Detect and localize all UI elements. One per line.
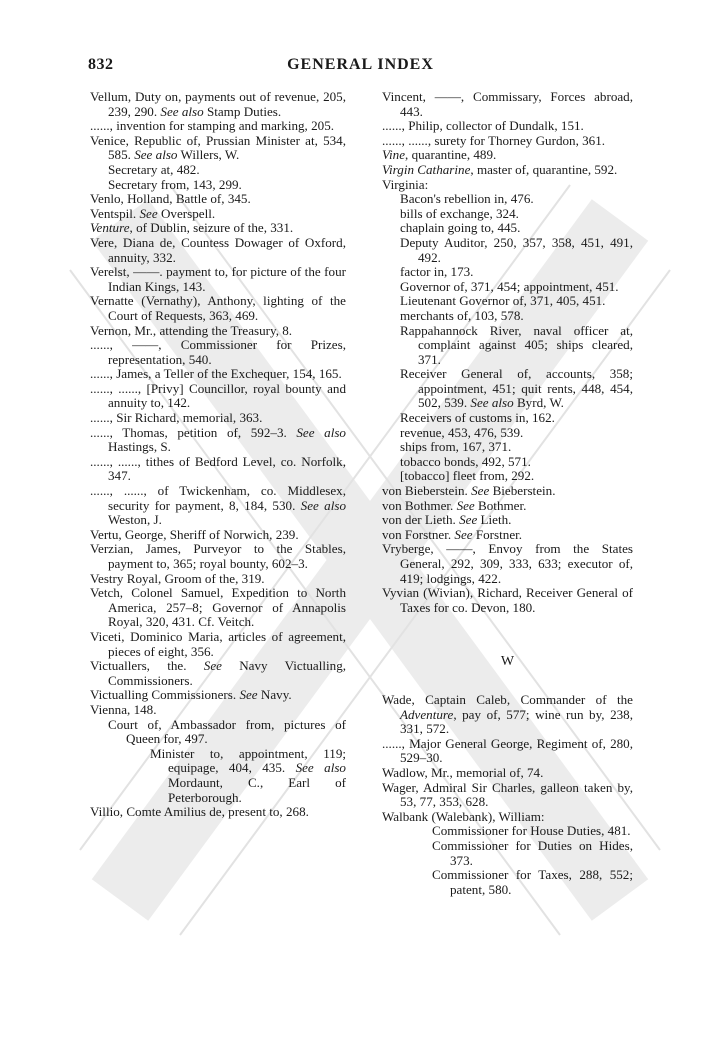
entry-text: , of Dublin, seizure of the, 331. bbox=[129, 220, 294, 236]
entry-text: Vellum, Duty on, payments out of revenue, 205, 239, 290. bbox=[90, 89, 346, 119]
index-entry bbox=[400, 455, 633, 470]
entry-text: merchants of, 103, 578. bbox=[400, 307, 524, 323]
entry-text: Venice, Republic of, Prussian Minister at, 534, 585. bbox=[90, 132, 346, 163]
entry-text: factor in, 173. bbox=[400, 264, 474, 280]
right-index-column bbox=[382, 90, 633, 897]
see-reference-target: Stamp Duties. bbox=[206, 103, 282, 119]
index-entry bbox=[400, 294, 633, 309]
entry-text: Virginia: bbox=[382, 176, 429, 192]
left-index-column bbox=[90, 90, 346, 820]
index-entry bbox=[90, 236, 346, 265]
entry-text: bills of exchange, 324. bbox=[400, 205, 519, 221]
index-entry bbox=[90, 542, 346, 571]
entry-text: Bacon's rebellion in, 476. bbox=[400, 191, 534, 207]
index-entry bbox=[400, 426, 633, 441]
page-header bbox=[88, 56, 633, 78]
index-entry bbox=[90, 265, 346, 294]
index-entry bbox=[382, 586, 633, 615]
index-entry bbox=[400, 236, 633, 265]
entry-text: von Forstner. bbox=[382, 526, 452, 542]
index-entry bbox=[382, 528, 633, 543]
entry-italic-title: Vine bbox=[382, 147, 406, 163]
entry-text: Vernatte (Vernathy), Anthony, lighting of the Court of Requests, 363, 469. bbox=[90, 293, 346, 323]
entry-text: Wadlow, Mr., memorial of, 74. bbox=[382, 764, 544, 780]
entry-text: tobacco bonds, 492, 571. bbox=[400, 453, 531, 469]
index-entry bbox=[400, 309, 633, 324]
entry-text: Walbank (Walebank), William: bbox=[382, 808, 545, 824]
entry-text: von Bothmer. bbox=[382, 497, 454, 513]
entry-text: Vryberge, ——, Envoy from the States General, 292, 309, 333, 633; executor of, 419; lodgings, 422. bbox=[382, 541, 633, 586]
entry-text: Ventspil. bbox=[90, 205, 137, 221]
entry-text: Vienna, 148. bbox=[90, 701, 157, 717]
entry-text: ships from, 167, 371. bbox=[400, 439, 512, 455]
see-reference-target: Willers, W. bbox=[180, 147, 240, 163]
entry-text: Commissioner for House Duties, 481. bbox=[432, 823, 631, 839]
entry-text: Victualling Commissioners. bbox=[90, 687, 237, 703]
index-entry bbox=[90, 630, 346, 659]
index-entry bbox=[108, 718, 346, 747]
entry-text: Vincent, ——, Commissary, Forces abroad, 443. bbox=[382, 89, 633, 119]
index-entry bbox=[400, 221, 633, 236]
entry-text: Secretary from, 143, 299. bbox=[108, 176, 242, 192]
entry-text: Vere, Diana de, Countess Dowager of Oxford, annuity, 332. bbox=[90, 234, 346, 265]
section-letter: W bbox=[500, 654, 515, 670]
index-entry bbox=[90, 207, 346, 222]
see-reference-label: See also bbox=[134, 147, 178, 163]
index-entry bbox=[432, 839, 633, 868]
index-entry bbox=[90, 382, 346, 411]
see-reference-target: Overspell. bbox=[160, 205, 216, 221]
index-entry bbox=[90, 134, 346, 163]
index-entry bbox=[382, 781, 633, 810]
index-entry bbox=[400, 265, 633, 280]
index-entry bbox=[382, 693, 633, 737]
see-reference-target: Navy Victualling, Commissioners. bbox=[108, 658, 347, 688]
entry-text: Wager, Admiral Sir Charles, galleon taken by, 53, 77, 353, 628. bbox=[382, 779, 633, 810]
index-entry bbox=[382, 148, 633, 163]
see-reference-label: See bbox=[456, 497, 475, 513]
entry-text: Deputy Auditor, 250, 357, 358, 451, 491, 492. bbox=[400, 234, 633, 265]
see-reference-target: Navy. bbox=[260, 687, 292, 703]
index-entry bbox=[108, 178, 346, 193]
entry-text: Wade, Captain Caleb, Commander of the bbox=[382, 691, 633, 707]
index-entry bbox=[90, 119, 346, 134]
see-reference-target: Bieberstein. bbox=[492, 483, 556, 499]
index-entry bbox=[90, 192, 346, 207]
index-entry bbox=[382, 134, 633, 149]
index-entry bbox=[90, 411, 346, 426]
index-entry bbox=[400, 440, 633, 455]
index-entry bbox=[90, 294, 346, 323]
entry-italic-title: Adventure bbox=[400, 706, 454, 722]
entry-text: ......, invention for stamping and marking, 205. bbox=[90, 118, 335, 134]
see-reference-label: See also bbox=[470, 395, 514, 411]
index-entry bbox=[400, 324, 633, 368]
entry-text: ......, ......, tithes of Bedford Level, co. Norfolk, 347. bbox=[90, 453, 346, 484]
entry-text: Commissioner for Duties on Hides, 373. bbox=[432, 837, 633, 868]
entry-text: chaplain going to, 445. bbox=[400, 220, 521, 236]
index-entry bbox=[382, 499, 633, 514]
entry-text: ......, ......, of Twickenham, co. Middlesex, security for payment, 8, 184, 530. bbox=[90, 483, 346, 513]
see-reference-label: See also bbox=[296, 424, 346, 440]
index-entry bbox=[432, 824, 633, 839]
entry-text: von der Lieth. bbox=[382, 512, 456, 528]
entry-text: , quarantine, 489. bbox=[405, 147, 497, 163]
index-entry bbox=[90, 586, 346, 630]
index-entry bbox=[400, 367, 633, 411]
index-entry bbox=[108, 163, 346, 178]
index-entry bbox=[90, 338, 346, 367]
entry-text: ......, Philip, collector of Dundalk, 151. bbox=[382, 118, 584, 134]
entry-text: Commissioner for Taxes, 288, 552; patent, 580. bbox=[432, 867, 633, 897]
entry-text: ......, ......, [Privy] Councillor, royal bounty and annuity to, 142. bbox=[90, 380, 346, 411]
see-reference-target: Bothmer. bbox=[478, 497, 527, 513]
index-entry bbox=[382, 513, 633, 528]
index-entry bbox=[90, 805, 346, 820]
see-reference-target: Mordaunt, C., Earl of Peterborough. bbox=[168, 774, 346, 805]
index-entry bbox=[90, 221, 346, 236]
see-reference-target: Lieth. bbox=[480, 512, 512, 528]
entry-text: Court of, Ambassador from, pictures of Queen for, 497. bbox=[108, 716, 346, 747]
entry-text: Vyvian (Wivian), Richard, Receiver General of Taxes for co. Devon, 180. bbox=[382, 585, 633, 615]
see-reference-label: See bbox=[454, 526, 473, 542]
entry-text: ......, Sir Richard, memorial, 363. bbox=[90, 410, 263, 426]
entry-text: Vestry Royal, Groom of the, 319. bbox=[90, 570, 265, 586]
see-reference-target: Byrd, W. bbox=[516, 395, 564, 411]
index-entry bbox=[90, 659, 346, 688]
entry-text: von Bieberstein. bbox=[382, 483, 468, 499]
entry-text: Vetch, Colonel Samuel, Expedition to North America, 257–8; Governor of Annapolis Royal, 320, 431. Cf. Veitch. bbox=[90, 585, 346, 630]
entry-text: , master of, quarantine, 592. bbox=[470, 161, 618, 177]
index-entry bbox=[150, 747, 346, 805]
index-entry bbox=[90, 426, 346, 455]
see-reference-label: See bbox=[239, 687, 258, 703]
entry-italic-title: Virgin Catharine bbox=[382, 161, 471, 177]
index-entry bbox=[90, 324, 346, 339]
entry-text: ......, ——, Commissioner for Prizes, representation, 540. bbox=[90, 337, 346, 367]
index-entry bbox=[400, 469, 633, 484]
see-reference-label: See bbox=[459, 512, 478, 528]
index-entry bbox=[400, 192, 633, 207]
entry-text: Governor of, 371, 454; appointment, 451. bbox=[400, 278, 619, 294]
entry-italic-title: Venture bbox=[90, 220, 130, 236]
entry-text: Vernon, Mr., attending the Treasury, 8. bbox=[90, 322, 293, 338]
index-entry bbox=[90, 367, 346, 382]
see-reference-label: See bbox=[203, 658, 222, 674]
index-entry bbox=[90, 528, 346, 543]
index-entry bbox=[432, 868, 633, 897]
running-title: GENERAL INDEX bbox=[287, 56, 434, 73]
entry-text: ......, Major General George, Regiment of, 280, 529–30. bbox=[382, 735, 633, 766]
entry-text: Vertu, George, Sheriff of Norwich, 239. bbox=[90, 526, 299, 542]
see-reference-label: See also bbox=[295, 760, 346, 776]
entry-text: ......, Thomas, petition of, 592–3. bbox=[90, 424, 287, 440]
see-reference-label: See also bbox=[160, 103, 204, 119]
see-reference-target: Hastings, S. bbox=[108, 439, 171, 455]
index-entry bbox=[382, 163, 633, 178]
entry-text: Receivers of customs in, 162. bbox=[400, 410, 555, 426]
index-entry bbox=[382, 119, 633, 134]
index-entry bbox=[90, 703, 346, 718]
index-entry bbox=[90, 572, 346, 587]
entry-text: [tobacco] fleet from, 292. bbox=[400, 468, 535, 484]
entry-text: , pay of, 577; wine run by, 238, 331, 572. bbox=[400, 706, 633, 737]
see-reference-label: See also bbox=[300, 497, 346, 513]
index-entry bbox=[382, 542, 633, 586]
entry-text: Secretary at, 482. bbox=[108, 161, 200, 177]
index-entry bbox=[382, 484, 633, 499]
entry-text: ......, James, a Teller of the Exchequer, 154, 165. bbox=[90, 366, 342, 382]
index-entry bbox=[400, 411, 633, 426]
entry-text: Victuallers, the. bbox=[90, 658, 187, 674]
index-entry bbox=[90, 688, 346, 703]
index-entry bbox=[382, 766, 633, 781]
index-entry bbox=[90, 484, 346, 528]
index-entry bbox=[400, 280, 633, 295]
index-entry bbox=[400, 207, 633, 222]
index-entry bbox=[382, 90, 633, 119]
index-entry bbox=[382, 737, 633, 766]
index-entry bbox=[382, 178, 633, 193]
page-number: 832 bbox=[88, 56, 114, 73]
entry-text: revenue, 453, 476, 539. bbox=[400, 424, 524, 440]
entry-text: Villio, Comte Amilius de, present to, 268. bbox=[90, 804, 309, 820]
index-entry bbox=[90, 455, 346, 484]
see-reference-target: Forstner. bbox=[475, 526, 523, 542]
entry-text: ......, ......, surety for Thorney Gurdon, 361. bbox=[382, 132, 606, 148]
see-reference-label: See bbox=[471, 483, 490, 499]
entry-text: Minister to, appointment, 119; equipage, 404, 435. bbox=[150, 745, 346, 776]
index-entry bbox=[382, 810, 633, 825]
index-entry bbox=[90, 90, 346, 119]
see-reference-label: See bbox=[139, 205, 158, 221]
entry-text: Verzian, James, Purveyor to the Stables, payment to, 365; royal bounty, 602–3. bbox=[90, 541, 346, 571]
entry-text: Lieutenant Governor of, 371, 405, 451. bbox=[400, 293, 606, 309]
entry-text: Verelst, ——. payment to, for picture of the four Indian Kings, 143. bbox=[90, 264, 346, 294]
entry-text: Venlo, Holland, Battle of, 345. bbox=[90, 191, 251, 207]
see-reference-target: Weston, J. bbox=[108, 512, 162, 528]
entry-text: Viceti, Dominico Maria, articles of agreement, pieces of eight, 356. bbox=[90, 628, 346, 659]
entry-text: Receiver General of, accounts, 358; appointment, 451; quit rents, 448, 454, 502, 539. bbox=[400, 366, 633, 411]
entry-text: Rappahannock River, naval officer at, complaint against 405; ships cleared, 371. bbox=[400, 322, 633, 367]
